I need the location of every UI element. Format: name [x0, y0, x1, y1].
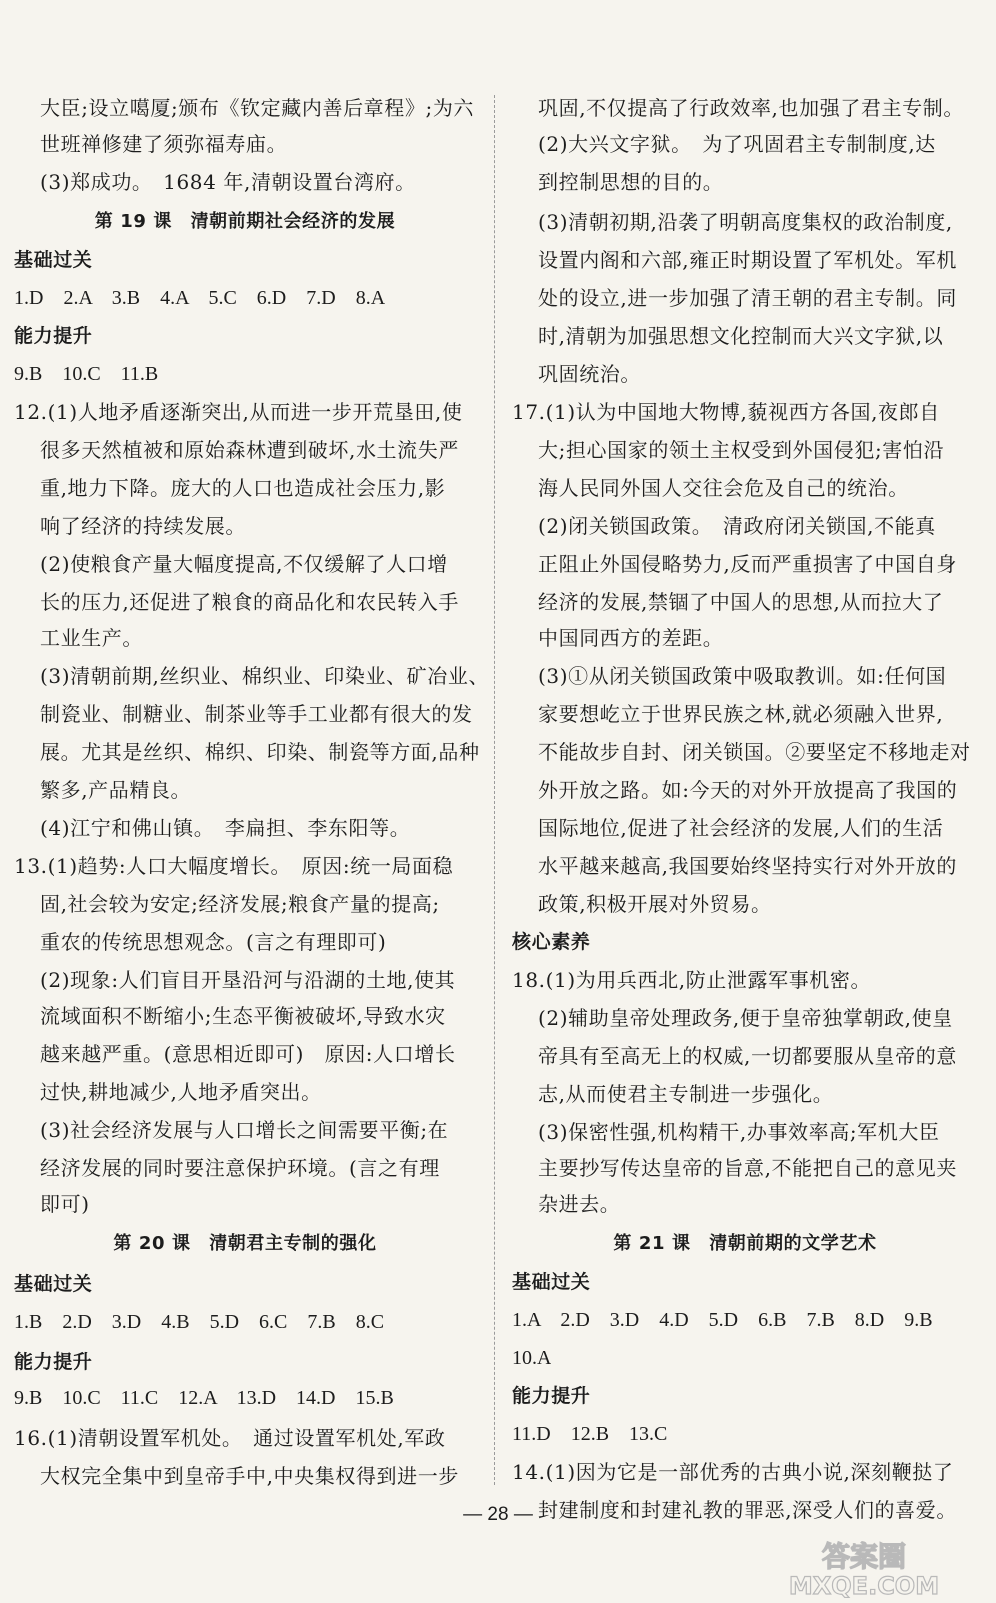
section-heading: 能力提升 [512, 1385, 591, 1407]
section-heading: 能力提升 [14, 1351, 93, 1373]
answer-key-line: 1.B 2.D 3.D 4.B 5.D 6.C 7.B 8.C [14, 1311, 385, 1333]
answer-key-line: 9.B 10.C 11.B [14, 363, 159, 385]
text-line: 13.(1)趋势:人口大幅度增长。 原因:统一局面稳 [14, 854, 454, 878]
text-line: (2)使粮食产量大幅度提高,不仅缓解了人口增 [40, 552, 448, 576]
page-number: — 28 — [463, 1504, 533, 1525]
text-line: 封建制度和封建礼教的罪恶,深受人们的喜爱。 [538, 1498, 957, 1522]
text-line: 流域面积不断缩小;生态平衡被破坏,导致水灾 [40, 1004, 446, 1028]
text-line: (2)辅助皇帝处理政务,便于皇帝独掌朝政,使皇 [538, 1006, 953, 1030]
text-line: 不能故步自封、闭关锁国。②要坚定不移地走对 [538, 740, 971, 764]
text-line: 海人民同外国人交往会危及自己的统治。 [538, 476, 909, 500]
lesson-heading: 第 19 课 清朝前期社会经济的发展 [94, 211, 396, 232]
text-line: 巩固,不仅提高了行政效率,也加强了君主专制。 [538, 96, 964, 120]
text-line: 重农的传统思想观念。(言之有理即可) [40, 930, 387, 954]
text-line: 杂进去。 [538, 1192, 621, 1216]
section-heading: 基础过关 [512, 1271, 591, 1293]
text-line: 政策,积极开展对外贸易。 [538, 892, 772, 916]
text-line: 18.(1)为用兵西北,防止泄露军事机密。 [512, 968, 872, 992]
lesson-heading: 第 20 课 清朝君主专制的强化 [113, 1233, 377, 1254]
text-line: (4)江宁和佛山镇。 李扁担、李东阳等。 [40, 816, 411, 840]
text-line: 展。尤其是丝织、棉织、印染、制瓷等方面,品种 [40, 740, 480, 764]
answer-key-line: 10.A [512, 1347, 552, 1369]
watermark-logo [750, 1536, 978, 1598]
text-line: 设置内阁和六部,雍正时期设置了军机处。军机 [538, 248, 957, 272]
text-line: 越来越严重。(意思相近即可) 原因:人口增长 [40, 1042, 456, 1066]
text-line: (3)保密性强,机构精干,办事效率高;军机大臣 [538, 1120, 940, 1144]
svg-text:答案圈: 答案圈 [821, 1540, 907, 1573]
text-line: 正阻止外国侵略势力,反而严重损害了中国自身 [538, 552, 957, 576]
text-line: 固,社会较为安定;经济发展;粮食产量的提高; [40, 892, 440, 916]
answer-key-line: 9.B 10.C 11.C 12.A 13.D 14.D 15.B [14, 1387, 394, 1409]
text-line: 工业生产。 [40, 626, 143, 650]
text-line: 世班禅修建了须弥福寿庙。 [40, 132, 288, 156]
text-line: 国际地位,促进了社会经济的发展,人们的生活 [538, 816, 944, 840]
section-heading: 能力提升 [14, 325, 93, 347]
text-line: 经济发展的同时要注意保护环境。(言之有理 [40, 1156, 440, 1180]
text-line: 12.(1)人地矛盾逐渐突出,从而进一步开荒垦田,使 [14, 400, 463, 424]
text-line: (3)郑成功。 1684 年,清朝设置台湾府。 [40, 170, 416, 194]
text-line: 主要抄写传达皇帝的旨意,不能把自己的意见夹 [538, 1156, 957, 1180]
text-line: 家要想屹立于世界民族之林,就必须融入世界, [538, 702, 944, 726]
text-line: (3)社会经济发展与人口增长之间需要平衡;在 [40, 1118, 449, 1142]
text-line: 巩固统治。 [538, 362, 641, 386]
text-line: 响了经济的持续发展。 [40, 514, 246, 538]
text-line: 帝具有至高无上的权威,一切都要服从皇帝的意 [538, 1044, 957, 1068]
text-line: 长的压力,还促进了粮食的商品化和农民转入手 [40, 590, 459, 614]
text-line: 重,地力下降。庞大的人口也造成社会压力,影 [40, 476, 446, 500]
lesson-heading: 第 21 课 清朝前期的文学艺术 [613, 1233, 877, 1254]
text-line: (3)清朝前期,丝织业、棉织业、印染业、矿冶业、 [40, 664, 490, 688]
text-line: 中国同西方的差距。 [538, 626, 724, 650]
text-line: 16.(1)清朝设置军机处。 通过设置军机处,军政 [14, 1426, 446, 1450]
text-line: (3)①从闭关锁国政策中吸取教训。如:任何国 [538, 664, 947, 688]
text-line: 大臣;设立噶厦;颁布《钦定藏内善后章程》;为六 [40, 96, 475, 120]
section-heading: 基础过关 [14, 1273, 93, 1295]
svg-text:MXQE.COM: MXQE.COM [788, 1572, 940, 1598]
text-line: 大;担心国家的领土主权受到外国侵犯;害怕沿 [538, 438, 945, 462]
text-line: 志,从而使君主专制进一步强化。 [538, 1082, 834, 1106]
text-line: 过快,耕地减少,人地矛盾突出。 [40, 1080, 322, 1104]
text-line: (3)清朝初期,沿袭了明朝高度集权的政治制度, [538, 210, 953, 234]
text-line: 制瓷业、制糖业、制茶业等手工业都有很大的发 [40, 702, 473, 726]
text-line: 繁多,产品精良。 [40, 778, 192, 802]
answer-key-line: 1.A 2.D 3.D 4.D 5.D 6.B 7.B 8.D 9.B [512, 1309, 933, 1331]
text-line: 经济的发展,禁锢了中国人的思想,从而拉大了 [538, 590, 944, 614]
answer-key-line: 11.D 12.B 13.C [512, 1423, 668, 1445]
text-line: (2)现象:人们盲目开垦沿河与沿湖的土地,使其 [40, 968, 456, 992]
text-line: (2)闭关锁国政策。 清政府闭关锁国,不能真 [538, 514, 936, 538]
text-line: 到控制思想的目的。 [538, 170, 724, 194]
answer-key-line: 1.D 2.A 3.B 4.A 5.C 6.D 7.D 8.A [14, 287, 386, 309]
section-heading: 基础过关 [14, 249, 93, 271]
text-line: (2)大兴文字狱。 为了巩固君主专制制度,达 [538, 132, 936, 156]
section-heading: 核心素养 [512, 931, 591, 953]
text-line: 时,清朝为加强思想文化控制而大兴文字狱,以 [538, 324, 944, 348]
text-line: 即可) [40, 1192, 90, 1216]
text-line: 14.(1)因为它是一部优秀的古典小说,深刻鞭挞了 [512, 1460, 954, 1484]
column-divider [494, 95, 495, 1485]
text-line: 大权完全集中到皇帝手中,中央集权得到进一步 [40, 1464, 459, 1488]
text-line: 很多天然植被和原始森林遭到破坏,水土流失严 [40, 438, 459, 462]
text-line: 17.(1)认为中国地大物博,藐视西方各国,夜郎自 [512, 400, 940, 424]
text-line: 处的设立,进一步加强了清王朝的君主专制。同 [538, 286, 957, 310]
text-line: 水平越来越高,我国要始终坚持实行对外开放的 [538, 854, 957, 878]
text-line: 外开放之路。如:今天的对外开放提高了我国的 [538, 778, 958, 802]
